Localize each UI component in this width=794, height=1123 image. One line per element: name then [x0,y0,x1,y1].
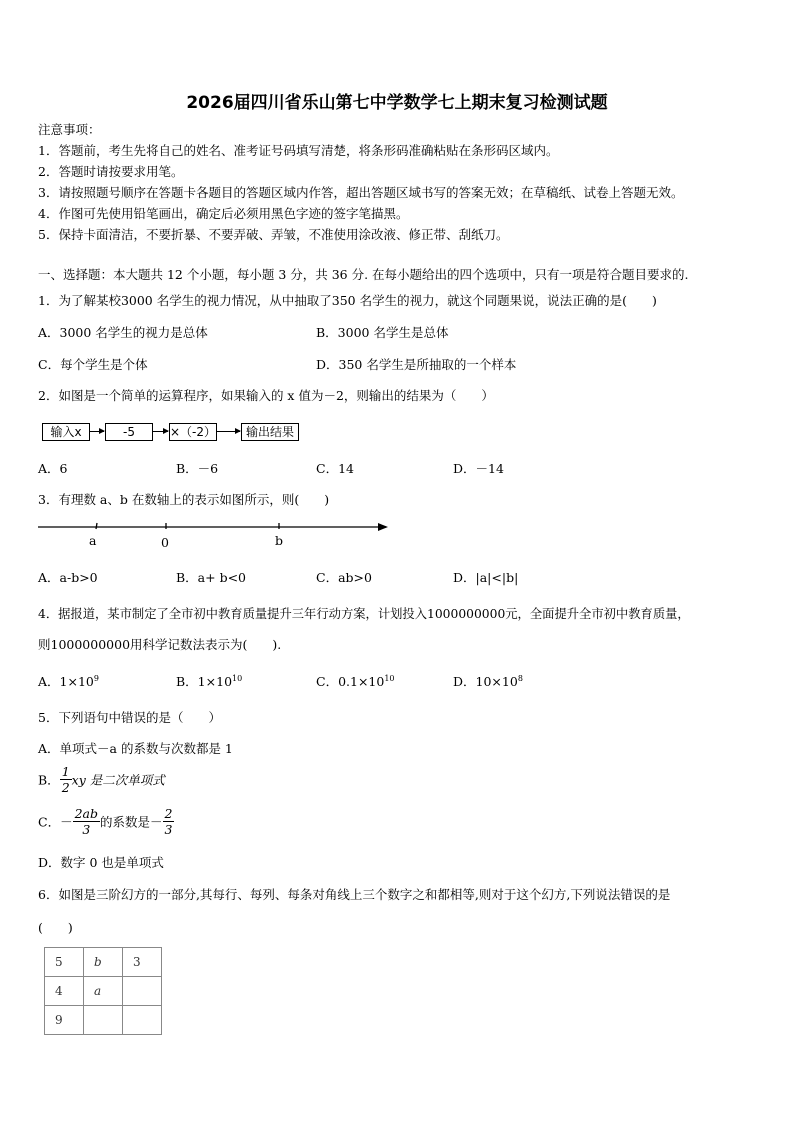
question-6-stem: 6．如图是三阶幻方的一部分,其每行、每列、每条对角线上三个数字之和都相等,则对于这个幻方,下列说法错误的是 [38,887,671,902]
option-a: A．a-b>0 [38,570,98,585]
question-4-stem: 4．据报道，某市制定了全市初中教育质量提升三年行动方案，计划投入1000000000元，全面提升全市初中教育质量， [38,607,690,621]
axis-label-b: b [275,533,284,548]
question-3-stem: 3．有理数 a、b 在数轴上的表示如图所示，则( ) [38,492,330,507]
magic-cell: 9 [45,1006,84,1035]
option-c: C．－ $\frac{2ab}{3}$ 的系数是－ $\frac{2}{3}$ [38,806,173,837]
notice-item: 1．答题前，考生先将自己的姓名、准考证号码填写清楚，将条形码准确粘贴在条形码区域内。 [38,143,559,158]
option-c: C．14 [316,461,354,476]
option-b: B．－6 [176,461,219,476]
question-6-paren: ( ) [38,920,73,935]
flow-arrow [89,431,104,432]
option-b: B． $\frac{1}{2}$ xy 是二次单项式 [38,764,165,795]
magic-cell: 4 [45,977,84,1006]
notice-item: 5．保持卡面清洁，不要折暴、不要弄破、弄皱，不准使用涂改液、修正带、刮纸刀。 [38,227,509,242]
flow-output-box: 输出结果 [241,423,299,441]
notice-item: 3．请按照题号顺序在答题卡各题目的答题区域内作答，超出答题区域书写的答案无效；在草稿纸、试卷上答题无效。 [38,185,684,200]
flow-arrow [216,431,240,432]
magic-cell [123,977,162,1006]
axis-label-zero: 0 [161,535,169,550]
question-1-stem: 1．为了解某校3000 名学生的视力情况，从中抽取了350 名学生的视力，就这个同题果说，说法正确的是( ) [38,293,657,308]
option-d: D．－14 [453,461,504,476]
option-c: C．ab>0 [316,570,372,585]
option-b: B．a+ b<0 [176,570,247,585]
section-heading: 一、选择题：本大题共 12 个小题，每小题 3 分，共 36 分. 在每小题给出的四个选项中，只有一项是符合题目要求的. [38,267,689,282]
flow-step-box: -5 [105,423,153,441]
magic-cell [123,1006,162,1035]
option-d: D．|a|<|b| [453,570,519,585]
flow-input-box: 输入x [42,423,90,441]
notice-heading: 注意事项： [38,122,101,137]
magic-square [44,947,162,1035]
magic-cell [84,1006,123,1035]
axis-label-a: a [89,533,97,548]
option-a: A．3000 名学生的视力是总体 [38,325,208,340]
option-c: C．每个学生是个体 [38,357,148,372]
question-2-stem: 2．如图是一个简单的运算程序，如果输入的 x 值为－2，则输出的结果为（ ） [38,388,494,403]
option-a: A．单项式－a 的系数与次数都是 1 [38,741,233,756]
option-c: C．$0.1\times 10^{10}$ [316,673,395,689]
magic-cell: 3 [123,948,162,977]
option-d: D．$10\times 10^8$ [453,673,523,689]
question-5-stem: 5．下列语句中错误的是（ ） [38,710,221,725]
magic-cell: b [84,948,123,977]
magic-cell: 5 [45,948,84,977]
option-d: D．350 名学生是所抽取的一个样本 [316,357,517,372]
notice-item: 4．作图可先使用铅笔画出，确定后必须用黑色字迹的签字笔描黑。 [38,206,409,221]
flow-step-box: ×（-2） [170,425,217,439]
option-d: D．数字 0 也是单项式 [38,855,164,870]
magic-cell: a [84,977,123,1006]
option-b: B．$1\times 10^{10}$ [176,673,243,689]
option-a: A．$1\times 10^9$ [38,673,99,689]
option-a: A．6 [38,461,68,476]
page-title: 2026届四川省乐山第七中学数学七上期末复习检测试题 [186,93,608,113]
flow-arrow [152,431,168,432]
question-4-stem-cont: 则1000000000用科学记数法表示为( ). [38,637,282,652]
option-b: B．3000 名学生是总体 [316,325,449,340]
notice-item: 2．答题时请按要求用笔。 [38,164,184,179]
